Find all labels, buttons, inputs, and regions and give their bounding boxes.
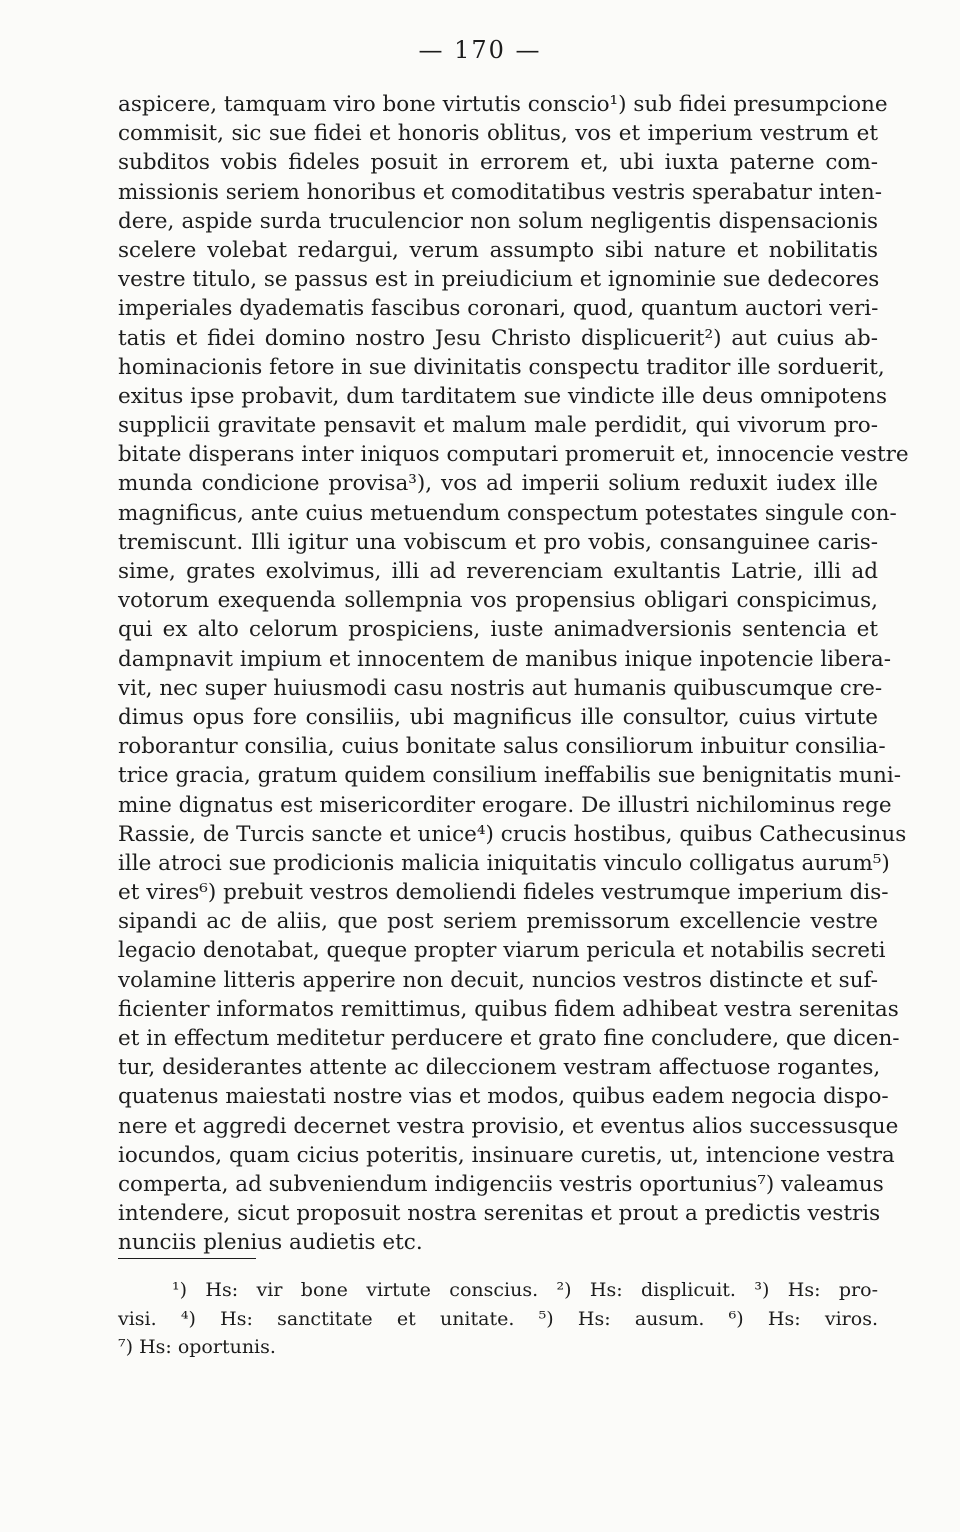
main-text xyxy=(118,90,909,1258)
text-line: vit, nec super huiusmodi casu nostris aut humanis quibuscumque cre- xyxy=(118,675,883,701)
footnote-line: visi. ⁴) Hs: sanctitate et unitate. ⁵) Hs: ausum. ⁶) Hs: viros. xyxy=(118,1307,878,1330)
text-line: tremiscunt. Illi igitur una vobiscum et pro vobis, consanguinee caris- xyxy=(118,529,878,555)
text-line: exitus ipse probavit, dum tarditatem sue vindicte ille deus omnipotens xyxy=(118,383,888,409)
text-line: comperta, ad subveniendum indigenciis vestris oportunius⁷) valeamus xyxy=(118,1171,884,1197)
text-line: ille atroci sue prodicionis malicia iniquitatis vinculo colligatus aurum⁵) xyxy=(118,850,890,876)
text-line: qui ex alto celorum prospiciens, iuste animadversionis sentencia et xyxy=(118,617,878,643)
text-line: trice gracia, gratum quidem consilium ineffabilis sue benignitatis muni- xyxy=(118,763,901,789)
footnote-line: ¹) Hs: vir bone virtute conscius. ²) Hs: displicuit. ³) Hs: pro- xyxy=(172,1279,878,1301)
text-line: tur, desiderantes attente ac dileccionem vestram affectuose rogantes, xyxy=(118,1055,881,1081)
text-line: Rassie, de Turcis sancte et unice⁴) crucis hostibus, quibus Cathecusinus xyxy=(118,821,907,847)
text-line: sime, grates exolvimus, illi ad reverenciam exultantis Latrie, illi ad xyxy=(118,559,878,584)
text-line: et in effectum meditetur perducere et grato fine concludere, que dicen- xyxy=(118,1026,900,1051)
footnote-divider xyxy=(118,1258,256,1259)
text-line: sipandi ac de aliis, que post seriem premissorum excellencie vestre xyxy=(118,909,878,935)
page-number: — 170 — xyxy=(418,36,542,64)
text-line: dere, aspide surda truculencior non solum negligentis dispensacionis xyxy=(118,208,878,234)
text-line: mine dignatus est misericorditer erogare. De illustri nichilominus rege xyxy=(118,792,892,818)
text-line: dimus opus fore consiliis, ubi magnificus ille consultor, cuius virtute xyxy=(118,704,878,730)
text-line: legacio denotabat, queque propter viarum pericula et notabilis secreti xyxy=(118,938,886,964)
text-line: ficienter informatos remittimus, quibus fidem adhibeat vestra serenitas xyxy=(118,996,899,1022)
text-line: commisit, sic sue fidei et honoris oblitus, vos et imperium vestrum et xyxy=(118,121,878,147)
text-line: supplicii gravitate pensavit et malum male perdidit, qui vivorum pro- xyxy=(118,413,878,439)
text-line: et vires⁶) prebuit vestros demoliendi fideles vestrumque imperium dis- xyxy=(118,880,889,906)
text-line: iocundos, quam cicius poteritis, insinuare curetis, ut, intencione vestra xyxy=(118,1142,895,1168)
text-line: imperiales dyadematis fascibus coronari, quod, quantum auctori veri- xyxy=(118,296,879,322)
text-line: vestre titulo, se passus est in preiudicium et ignominie sue dedecores xyxy=(118,267,880,293)
text-line: dampnavit impium et innocentem de manibus inique inpotencie libera- xyxy=(118,646,891,672)
text-line: roborantur consilia, cuius bonitate salus consiliorum inbuitur consilia- xyxy=(118,734,886,760)
text-line: intendere, sicut proposuit nostra serenitas et prout a predictis vestris xyxy=(118,1201,881,1227)
text-line: scelere volebat redargui, verum assumpto sibi nature et nobilitatis xyxy=(118,237,878,263)
text-line: volamine litteris apperire non decuit, nuncios vestros distincte et suf- xyxy=(118,967,878,993)
text-line: magnificus, ante cuius metuendum conspectum potestates singule con- xyxy=(118,500,897,526)
text-line: bitate disperans inter iniquos computari promeruit et, innocencie vestre xyxy=(118,442,909,468)
footnote-line: ⁷) Hs: oportunis. xyxy=(118,1336,276,1358)
text-line: munda condicione provisa³), vos ad imperii solium reduxit iudex ille xyxy=(118,471,878,497)
text-line: subditos vobis fideles posuit in errorem et, ubi iuxta paterne com- xyxy=(118,150,878,176)
text-line: aspicere, tamquam viro bone virtutis conscio¹) sub fidei presumpcione xyxy=(118,92,888,117)
text-line: votorum exequenda sollempnia vos propensius obligari conspicimus, xyxy=(118,588,878,614)
text-line: nere et aggredi decernet vestra provisio, et eventus alios successusque xyxy=(118,1113,899,1139)
text-line: missionis seriem honoribus et comoditatibus vestris sperabatur inten- xyxy=(118,179,882,205)
footnotes xyxy=(118,1276,878,1362)
text-line: hominacionis fetore in sue divinitatis conspectu traditor ille sorduerit, xyxy=(118,354,885,380)
text-line: nunciis plenius audietis etc. xyxy=(118,1230,423,1256)
text-line: quatenus maiestati nostre vias et modos, quibus eadem negocia dispo- xyxy=(118,1084,889,1110)
text-line: tatis et fidei domino nostro Jesu Christo displicuerit²) aut cuius ab- xyxy=(118,325,878,351)
